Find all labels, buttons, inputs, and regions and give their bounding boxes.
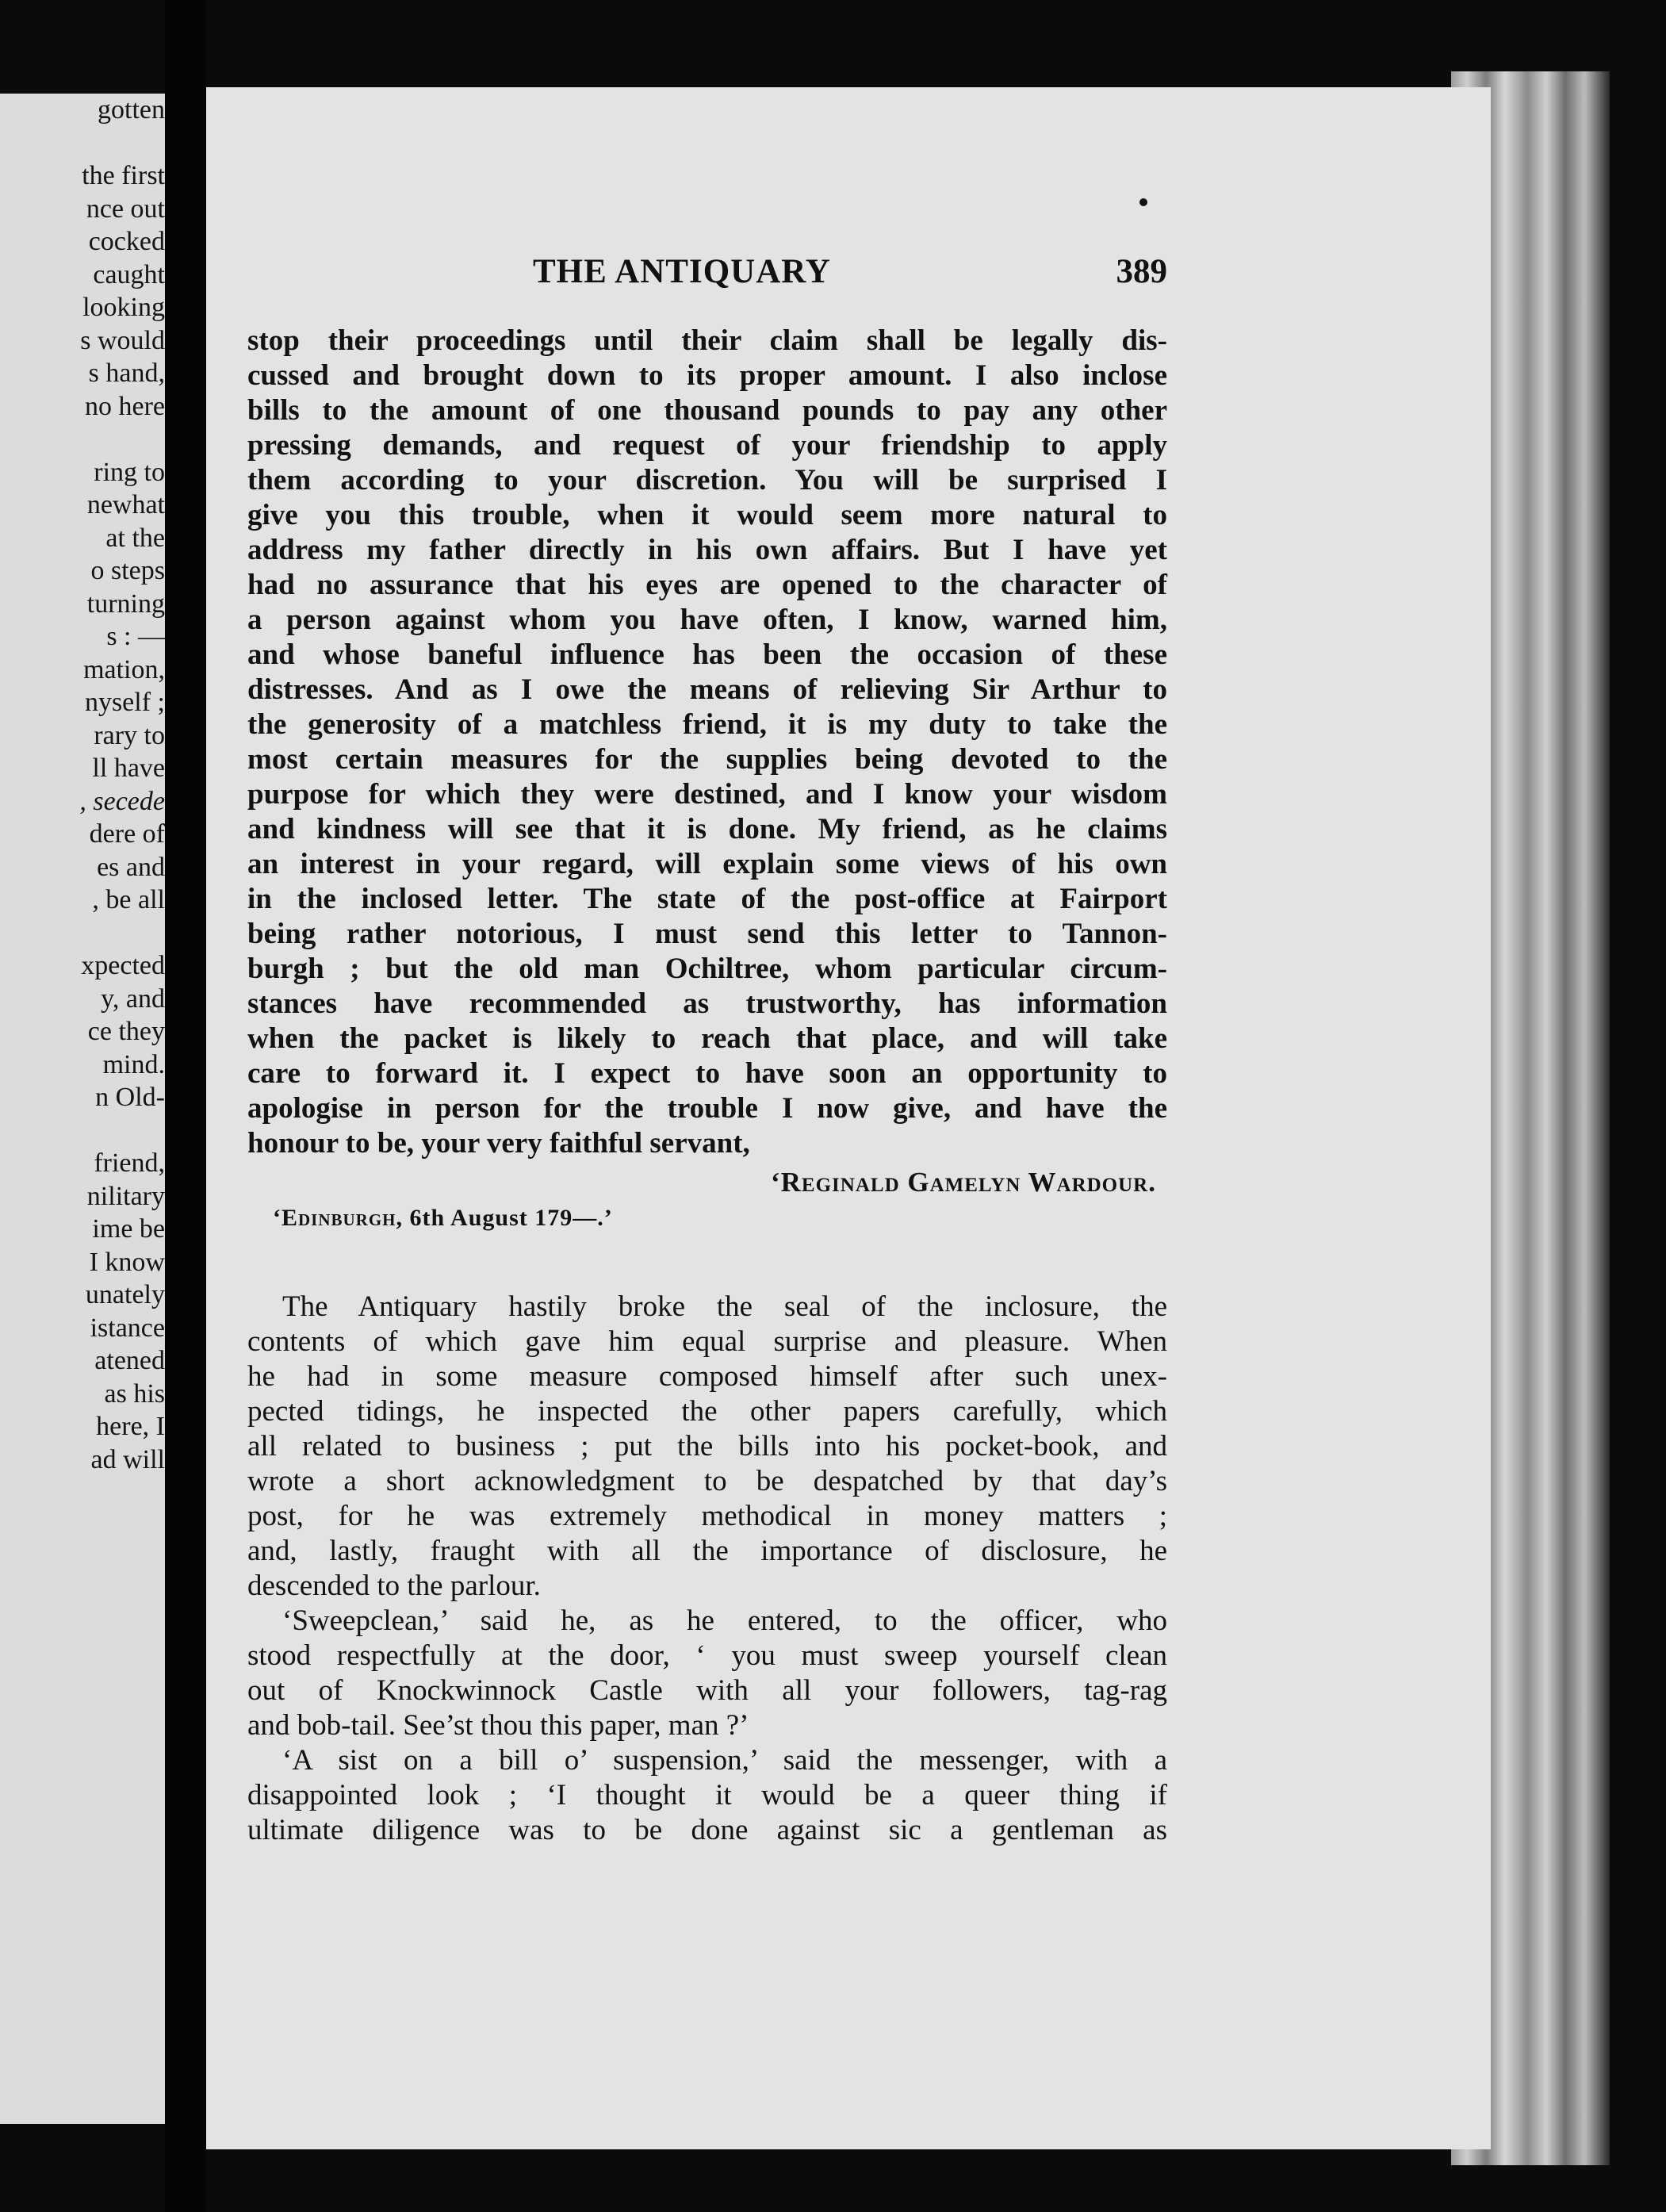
letter-line: most certain measures for the supplies being devoted to the: [247, 743, 1167, 776]
paragraph: [247, 1290, 1167, 1604]
paragraph-line: wrote a short acknowledgment to be despatched by that day’s: [247, 1465, 1167, 1497]
left-page-line: ad will: [90, 1444, 165, 1474]
left-page-line: [0, 127, 165, 160]
left-page-line: I know: [89, 1247, 165, 1277]
letter-line: stop their proceedings until their claim shall be legally dis-: [247, 324, 1167, 357]
left-page-line: dere of: [89, 819, 165, 849]
letter-dateline: [247, 1201, 1167, 1236]
left-page-line: ring to: [94, 457, 165, 487]
letter-line: cussed and brought down to its proper amount. I also inclose: [247, 359, 1167, 392]
letter-line: purpose for which they were destined, and I know your wisdom: [247, 778, 1167, 811]
left-page-line: mind.: [102, 1049, 165, 1079]
left-page-line: s : —: [106, 622, 165, 651]
paragraph-line: all related to business ; put the bills into his pocket-book, and: [247, 1430, 1167, 1463]
paragraph-line: stood respectfully at the door, ‘ you must sweep yourself clean: [247, 1639, 1167, 1672]
left-page-line: atened: [94, 1346, 165, 1375]
paragraph-line: pected tidings, he inspected the other papers carefully, which: [247, 1395, 1167, 1428]
paragraph-line: out of Knockwinnock Castle with all your followers, tag-rag: [247, 1674, 1167, 1707]
ink-speck: [1139, 198, 1147, 206]
paragraph-line: descended to the parlour.: [247, 1570, 541, 1602]
paragraph: [247, 1743, 1167, 1848]
left-page-line: ll have: [92, 753, 165, 783]
paragraph-line: disappointed look ; ‘I thought it would be a queer thing if: [247, 1779, 1167, 1811]
book-gutter: [165, 0, 206, 2212]
page-number: 389: [1116, 253, 1167, 290]
left-page-line: turning: [86, 588, 165, 619]
paragraph-line: ultimate diligence was to be done against sic a gentleman as: [247, 1814, 1167, 1846]
page-text: [247, 324, 1167, 1848]
left-page-line: [0, 1114, 165, 1148]
narrative-body: [247, 1290, 1167, 1848]
letter-line: being rather notorious, I must send this letter to Tannon-: [247, 918, 1167, 950]
left-facing-page: [0, 94, 165, 2124]
letter-body: [247, 324, 1167, 1161]
paragraph-line: contents of which gave him equal surprise and pleasure. When: [247, 1325, 1167, 1358]
letter-line: pressing demands, and request of your friendship to apply: [247, 429, 1167, 462]
left-page-line: rary to: [94, 720, 165, 750]
left-page-line: at the: [105, 523, 165, 553]
section-gap: [247, 1236, 1167, 1290]
left-page-line: unately: [85, 1280, 165, 1309]
letter-line: a person against whom you have often, I know, warned him,: [247, 604, 1167, 636]
left-page-line: gotten: [98, 95, 165, 125]
letter-line: in the inclosed letter. The state of the post-office at Fairport: [247, 883, 1167, 915]
letter-line: stances have recommended as trustworthy, has information: [247, 987, 1167, 1020]
left-page-line: no here: [84, 391, 165, 421]
left-page-line: y, and: [101, 983, 165, 1014]
left-page-line: nyself ;: [84, 688, 165, 717]
left-page-line: the first: [82, 161, 165, 190]
left-page-line: xpected: [81, 951, 165, 980]
paragraph-line: post, for he was extremely methodical in money matters ;: [247, 1500, 1167, 1532]
letter-line: an interest in your regard, will explain some views of his own: [247, 848, 1167, 880]
paragraph: [247, 1604, 1167, 1743]
letter-line: distresses. And as I owe the means of relieving Sir Arthur to: [247, 673, 1167, 706]
letter-line: apologise in person for the trouble I now give, and have the: [247, 1092, 1167, 1125]
letter-line: honour to be, your very faithful servant,: [247, 1127, 750, 1160]
left-page-line: nilitary: [86, 1181, 165, 1211]
letter-line: them according to your discretion. You will be surprised I: [247, 464, 1167, 496]
left-page-line: as his: [104, 1378, 165, 1409]
letter-line: when the packet is likely to reach that place, and will take: [247, 1022, 1167, 1055]
left-page-line: nce out: [86, 194, 165, 224]
paragraph-line: ‘A sist on a bill o’ suspension,’ said the messenger, with a: [282, 1744, 1167, 1777]
paragraph-line: ‘Sweepclean,’ said he, as he entered, to the officer, who: [282, 1604, 1167, 1637]
left-page-line: es and: [97, 852, 165, 882]
left-page-line: , be all: [92, 885, 165, 914]
letter-line: had no assurance that his eyes are opened to the character of: [247, 569, 1167, 601]
letter-line: burgh ; but the old man Ochiltree, whom particular circum-: [247, 953, 1167, 985]
paragraph-line: and bob-tail. See’st thou this paper, man ?’: [247, 1709, 749, 1742]
letter-line: bills to the amount of one thousand pounds to pay any other: [247, 394, 1167, 427]
left-page-line: newhat: [86, 490, 165, 519]
left-page-line: mation,: [83, 654, 165, 684]
letter-line: the generosity of a matchless friend, it is my duty to take the: [247, 708, 1167, 741]
paragraph-line: The Antiquary hastily broke the seal of the inclosure, the: [282, 1290, 1167, 1323]
left-page-text-fragments: [0, 94, 165, 1476]
paragraph-line: he had in some measure composed himself after such unex-: [247, 1360, 1167, 1393]
left-page-line: cocked: [88, 227, 165, 256]
left-page-line: friend,: [94, 1148, 165, 1178]
left-page-line: [0, 423, 165, 456]
dateline-place: ‘Edinburgh,: [273, 1205, 404, 1231]
running-head: [247, 252, 1167, 300]
paragraph-line: and, lastly, fraught with all the importance of disclosure, he: [247, 1535, 1167, 1567]
dateline-date: 6th August 179—.’: [409, 1205, 613, 1231]
left-page-line: looking: [82, 293, 165, 322]
letter-line: and kindness will see that it is done. My friend, as he claims: [247, 813, 1167, 845]
left-page-line: ce they: [87, 1017, 165, 1046]
running-title: THE ANTIQUARY: [533, 253, 831, 290]
left-page-line: istance: [90, 1313, 165, 1343]
left-page-line: s hand,: [88, 358, 165, 388]
letter-line: care to forward it. I expect to have soon an opportunity to: [247, 1057, 1167, 1090]
left-page-line: here, I: [96, 1412, 165, 1441]
letter-line: and whose baneful influence has been the occasion of these: [247, 638, 1167, 671]
left-page-line: n Old-: [95, 1083, 165, 1112]
left-page-line: , secede: [79, 786, 165, 816]
left-page-line: s would: [80, 325, 165, 355]
left-page-line: [0, 917, 165, 950]
letter-signature: ‘Reginald Gamelyn Wardour.: [771, 1167, 1156, 1198]
letter-line: address my father directly in his own affairs. But I have yet: [247, 534, 1167, 566]
left-page-line: ime be: [92, 1214, 165, 1244]
letter-line: give you this trouble, when it would seem more natural to: [247, 499, 1167, 531]
left-page-line: o steps: [90, 556, 165, 585]
left-page-line: caught: [93, 259, 165, 289]
